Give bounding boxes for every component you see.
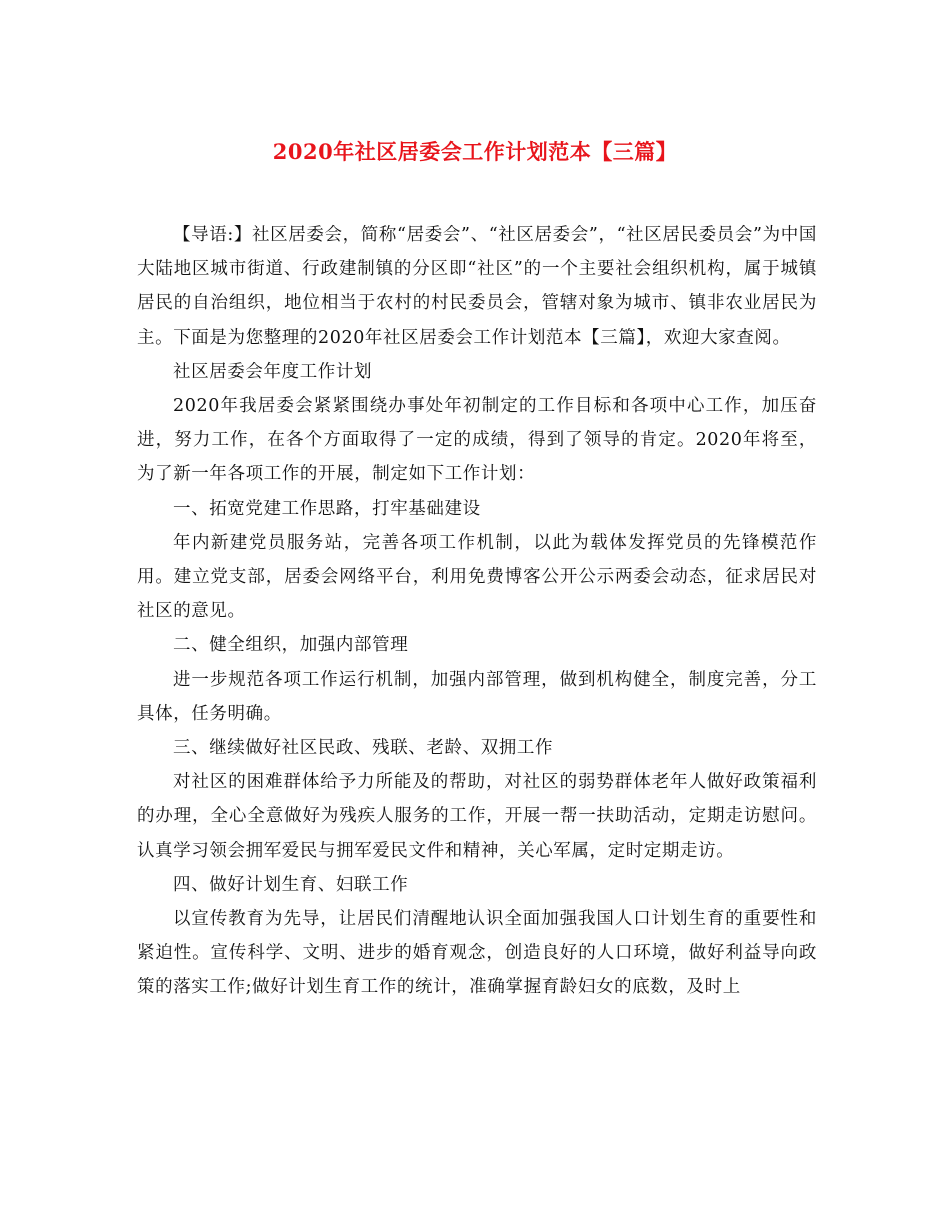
paragraph-section-4: 以宣传教育为先导，让居民们清醒地认识全面加强我国人口计划生育的重要性和紧迫性。宣传科学、文明、进步的婚育观念，创造良好的人口环境，做好利益导向政策的落实工作;做好计划生育工作的统计，准确掌握育龄妇女的底数，及时上 <box>137 909 817 998</box>
section-heading-3: 三、继续做好社区民政、残联、老龄、双拥工作 <box>173 738 554 759</box>
section-heading-annual-plan: 社区居委会年度工作计划 <box>173 361 373 382</box>
section-heading-2: 二、健全组织，加强内部管理 <box>173 635 409 656</box>
section-heading-1: 一、拓宽党建工作思路，打牢基础建设 <box>173 498 481 519</box>
paragraph-section-3: 对社区的困难群体给予力所能及的帮助，对社区的弱势群体老年人做好政策福利的办理，全心全意做好为残疾人服务的工作，开展一帮一扶助活动，定期走访慰问。认真学习领会拥军爱民与拥军爱民文件和精神，关心军属，定时定期走访。 <box>137 772 817 861</box>
paragraph-section-1: 年内新建党员服务站，完善各项工作机制，以此为载体发挥党员的先锋模范作用。建立党支部，居委会网络平台，利用免费博客公开公示两委会动态，征求居民对社区的意见。 <box>137 532 817 622</box>
paragraph-intro: 【导语:】社区居委会，简称“居委会”、“社区居委会”，“社区居民委员会”为中国大陆地区城市街道、行政建制镇的分区即“社区”的一个主要社会组织机构，属于城镇居民的自治组织，地位相当于农村的村民委员会，管辖对象为城市、镇非农业居民为主。下面是为您整理的2020年社区居委会工作计划范本【三篇】，欢迎大家查阅。 <box>137 225 817 348</box>
document-body <box>137 218 817 1005</box>
paragraph-section-2: 进一步规范各项工作运行机制，加强内部管理，做到机构健全，制度完善，分工具体，任务明确。 <box>137 669 817 724</box>
document-title: 2020年社区居委会工作计划范本【三篇】 <box>272 139 678 164</box>
paragraph-overview: 2020年我居委会紧紧围绕办事处年初制定的工作目标和各项中心工作，加压奋进，努力工作，在各个方面取得了一定的成绩，得到了领导的肯定。2020年将至，为了新一年各项工作的开展，制定如下工作计划： <box>137 396 817 485</box>
section-heading-4: 四、做好计划生育、妇联工作 <box>173 874 409 895</box>
